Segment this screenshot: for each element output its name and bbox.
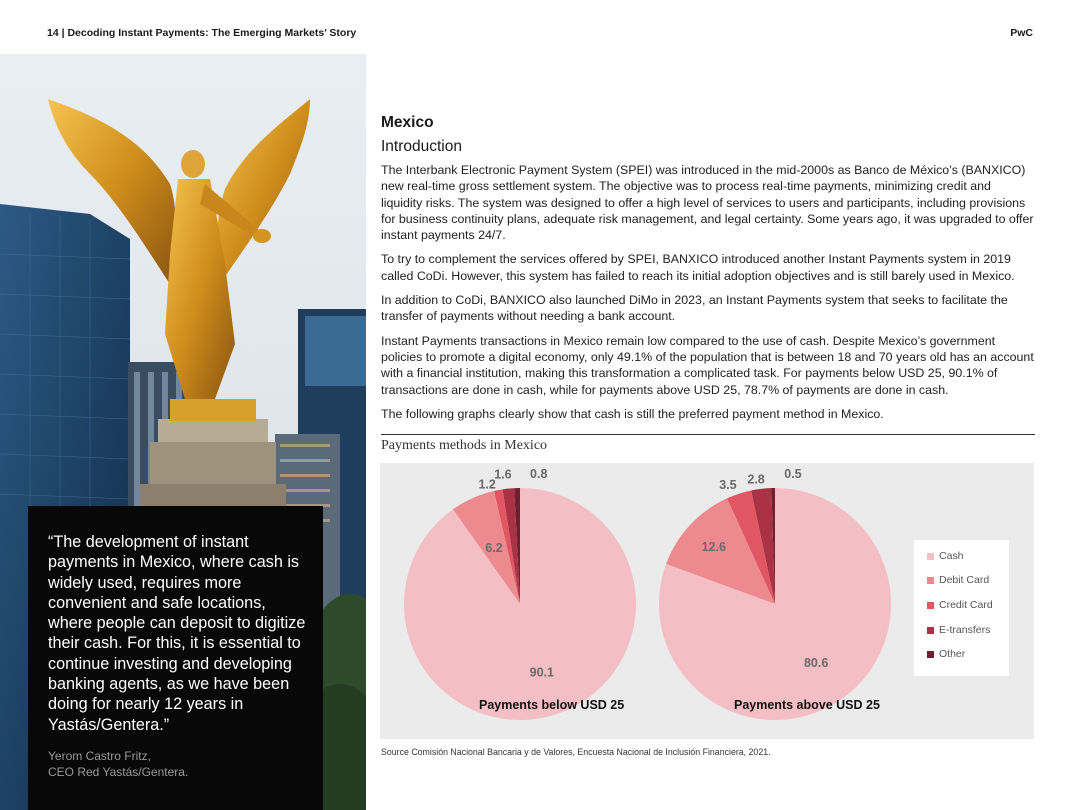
pie-label-e-transfers: 2.8 [747, 472, 765, 487]
section-subtitle: Introduction [381, 138, 462, 155]
quote-author [48, 748, 313, 780]
pie-chart-above-25 [659, 467, 891, 720]
paragraph-1: The Interbank Electronic Payment System (SPEI) was introduced in the mid-2000s as Banco de México’s (BANXICO) new real-time gross settlement system. The objective was to process real-time payments, minimizing credit and liquidity risks. The system was designed to offer a high level of services to users and participants, including provisions for business continuity plans, adequate risk management, and legal certainty. Some years ago, it was upgraded to offer instant payments 24/7. [381, 163, 1034, 243]
source-note: Source Comisión Nacional Bancaria y de Valores, Encuesta Nacional de Inclusión Financiera, 2021. [381, 747, 771, 757]
legend-swatch-debit-card [927, 577, 934, 584]
quote-text: “The development of instant payments in Mexico, where cash is widely used, requires more convenient and safe locations, where people can deposit to digitize their cash. For this, it is essential to continue investing and developing banking agents, as we have been doing for nearly 12 years in Yastás/Gentera.” [48, 533, 306, 734]
paragraph-2: To try to complement the services offered by SPEI, BANXICO introduced another Instant Payments system in 2019 called CoDi. However, this system has failed to reach its initial adoption objectives and is still barely used in Mexico. [381, 252, 1015, 283]
legend-swatch-cash [927, 553, 934, 560]
legend-item-e-transfers [927, 624, 990, 636]
legend-swatch-other [927, 651, 934, 658]
main-content [381, 114, 1035, 430]
pie-chart-below-25 [404, 467, 636, 720]
quote-author-name: Yerom Castro Fritz, [48, 748, 151, 763]
pie-caption-above-25: Payments above USD 25 [734, 698, 880, 712]
paragraph-3: In addition to CoDi, BANXICO also launched DiMo in 2023, an Instant Payments system that seeks to facilitate the transfer of payments without needing a bank account. [381, 293, 1008, 324]
chart-title: Payments methods in Mexico [381, 438, 548, 453]
pie-label-other: 0.5 [784, 467, 802, 482]
legend-item-credit-card [927, 599, 993, 611]
pie-slice-cash [404, 488, 636, 720]
quote-author-role: CEO Red Yastás/Gentera. [48, 764, 189, 779]
section-title: Mexico [381, 114, 434, 131]
legend-swatch-e-transfers [927, 627, 934, 634]
legend-item-cash [927, 550, 964, 562]
pie-label-debit-card: 6.2 [485, 540, 503, 555]
paragraph-4: Instant Payments transactions in Mexico remain low compared to the use of cash. Despite Mexico’s government policies to promote a digital economy, only 49.1% of the population that is between 18 and 70 years old has an account with a financial institution, making this transformation a complicated task. For payments below USD 25, 90.1% of transactions are done in cash, while for payments above USD 25, 78.7% of payments are done in cash. [381, 333, 1034, 397]
pie-label-debit-card: 12.6 [701, 540, 726, 555]
legend-swatch-credit-card [927, 602, 934, 609]
legend-label-e-transfers: E-transfers [939, 624, 991, 636]
pie-label-other: 0.8 [530, 467, 548, 482]
legend-item-debit-card [927, 574, 989, 586]
pie-label-cash: 80.6 [803, 655, 829, 670]
legend-item-other [927, 648, 965, 660]
pie-label-cash: 90.1 [529, 665, 554, 680]
legend-label-cash: Cash [939, 550, 964, 562]
pie-label-credit-card: 1.2 [478, 477, 496, 492]
pie-caption-below-25: Payments below USD 25 [479, 698, 625, 712]
legend-label-credit-card: Credit Card [939, 599, 993, 611]
paragraph-5: The following graphs clearly show that cash is still the preferred payment method in Mexico. [381, 406, 884, 421]
chart-divider [381, 434, 1035, 435]
page-header-left: 14 | Decoding Instant Payments: The Emerging Markets’ Story [47, 27, 357, 39]
legend-label-debit-card: Debit Card [939, 574, 990, 586]
legend-label-other: Other [939, 648, 966, 660]
chart-legend [914, 540, 1009, 676]
pie-label-credit-card: 3.5 [719, 477, 737, 492]
page-header-right: PwC [1010, 27, 1033, 39]
pie-label-e-transfers: 1.6 [494, 467, 512, 482]
quote-box [28, 506, 323, 810]
